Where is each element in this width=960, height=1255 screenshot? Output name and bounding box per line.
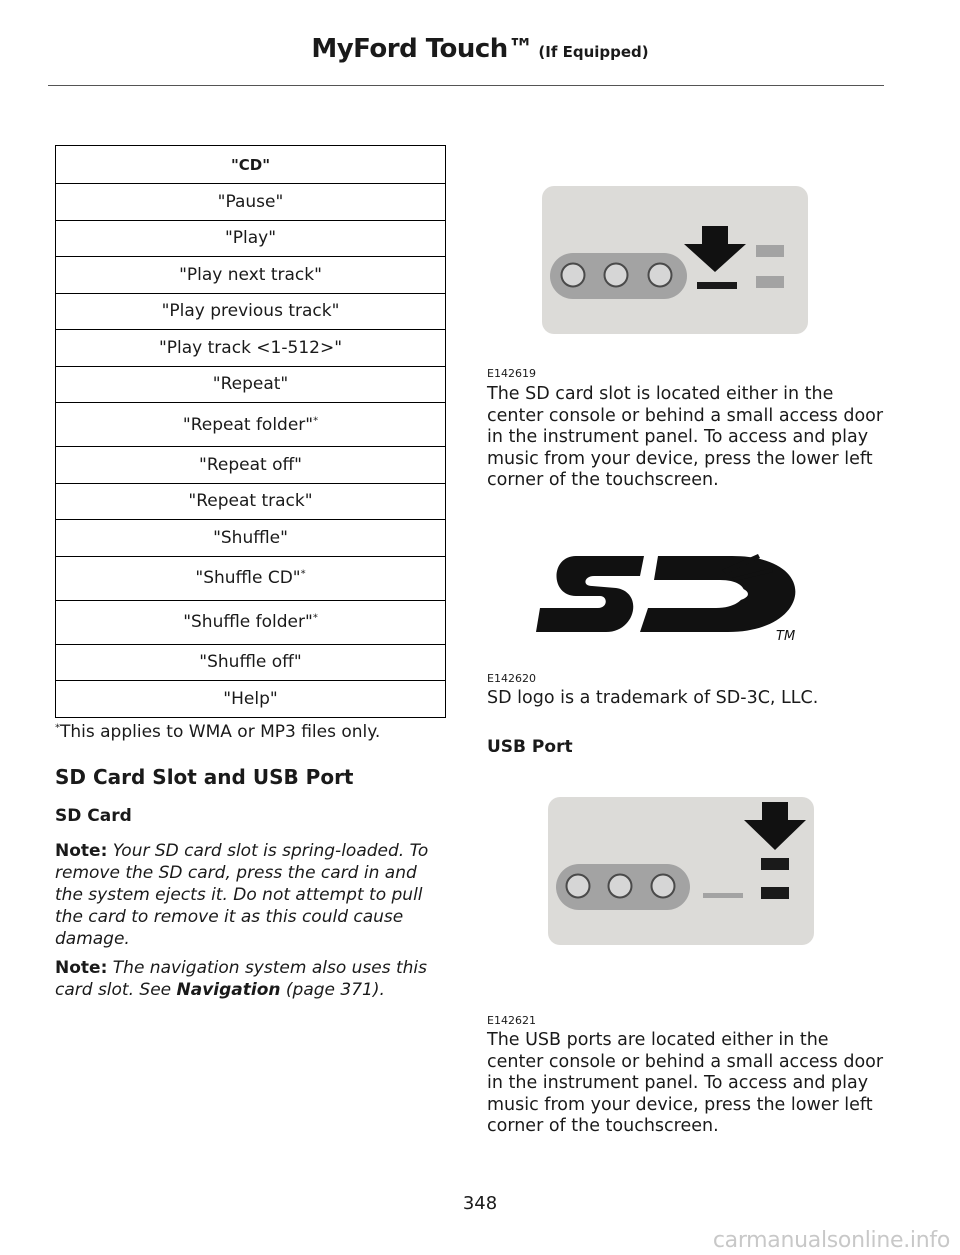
note-text-end: (page 371). bbox=[280, 980, 385, 1000]
command-text: "Shuffle off" bbox=[199, 652, 302, 673]
table-row bbox=[56, 483, 446, 520]
usb-port-heading: USB Port bbox=[487, 737, 573, 757]
figure-code: E142621 bbox=[487, 1014, 536, 1027]
command-text: "Repeat folder" bbox=[182, 414, 314, 435]
table-body bbox=[56, 184, 446, 718]
command-cell bbox=[56, 556, 446, 600]
table-row bbox=[56, 220, 446, 257]
table-row bbox=[56, 681, 446, 718]
footnote-marker: * bbox=[300, 568, 306, 580]
note-label: Note: bbox=[55, 841, 108, 861]
command-cell bbox=[56, 257, 446, 294]
command-text: "Play track <1-512>" bbox=[158, 337, 343, 358]
command-cell bbox=[56, 483, 446, 520]
trademark-symbol: TM bbox=[776, 629, 796, 644]
table-row bbox=[56, 257, 446, 294]
command-cell bbox=[56, 681, 446, 718]
command-text: "Repeat off" bbox=[199, 454, 302, 475]
footnote-text: This applies to WMA or MP3 files only. bbox=[60, 722, 381, 742]
usb-description: The USB ports are located either in the center console or behind a small access door in the instrument panel. To access and play music from your device, press the lower left corner of the touchscreen. bbox=[487, 1030, 884, 1136]
command-cell bbox=[56, 520, 446, 557]
command-text: "Play next track" bbox=[179, 264, 322, 285]
command-text: "Repeat" bbox=[212, 374, 289, 395]
table-row bbox=[56, 403, 446, 447]
sd-logo-caption: SD logo is a trademark of SD-3C, LLC. bbox=[487, 688, 819, 708]
command-cell bbox=[56, 366, 446, 403]
command-cell bbox=[56, 644, 446, 681]
command-cell bbox=[56, 184, 446, 221]
page-number: 348 bbox=[462, 1193, 498, 1214]
section-heading: SD Card Slot and USB Port bbox=[55, 765, 354, 789]
command-text: "Play previous track" bbox=[161, 301, 340, 322]
footnote-mark: * bbox=[55, 722, 60, 734]
sd-slot-description: The SD card slot is located either in the center console or behind a small access door in the instrument panel. To access and play music from your device, press the lower left corner of the touchscreen. bbox=[487, 384, 884, 490]
footnote-marker: * bbox=[312, 612, 318, 624]
note-text: The navigation system also uses this card slot. See bbox=[55, 958, 427, 1000]
command-text: "Shuffle folder" bbox=[183, 612, 313, 632]
table-row bbox=[56, 330, 446, 367]
voice-command-table bbox=[55, 145, 446, 718]
command-cell bbox=[56, 220, 446, 257]
table-row bbox=[56, 600, 446, 644]
sd-logo bbox=[536, 548, 814, 648]
watermark: carmanualsonline.info bbox=[712, 1228, 950, 1253]
command-text: "Help" bbox=[223, 688, 278, 709]
command-text: "Shuffle CD" bbox=[195, 568, 301, 588]
table-row bbox=[56, 447, 446, 484]
command-cell bbox=[56, 293, 446, 330]
command-cell bbox=[56, 330, 446, 367]
page-header bbox=[0, 34, 960, 64]
table-heading: "CD" bbox=[56, 146, 446, 184]
table-row bbox=[56, 293, 446, 330]
command-text: "Play" bbox=[224, 228, 277, 249]
header-divider bbox=[48, 85, 884, 86]
table-row bbox=[56, 184, 446, 221]
footnote bbox=[55, 722, 380, 742]
command-cell bbox=[56, 403, 446, 447]
table-row bbox=[56, 366, 446, 403]
figure-code: E142620 bbox=[487, 672, 536, 685]
note-text: Your SD card slot is spring-loaded. To remove the SD card, press the card in and the system ejects it. Do not attempt to pull the card to remove it as this could cause damage. bbox=[55, 841, 429, 949]
page-title: MyFord Touch™ bbox=[311, 34, 534, 64]
footnote-marker: * bbox=[313, 414, 319, 426]
command-cell bbox=[56, 600, 446, 644]
note-navigation bbox=[55, 957, 450, 1001]
figure-code: E142619 bbox=[487, 367, 536, 380]
table-row bbox=[56, 520, 446, 557]
command-text: "Repeat track" bbox=[188, 491, 313, 512]
command-text: "Shuffle" bbox=[213, 527, 288, 548]
sd-card-heading: SD Card bbox=[55, 806, 132, 826]
note-label: Note: bbox=[55, 958, 108, 978]
navigation-link[interactable]: Navigation bbox=[176, 980, 281, 1000]
note-spring-loaded bbox=[55, 840, 450, 950]
table-row bbox=[56, 556, 446, 600]
sd-card-slot-illustration bbox=[542, 186, 810, 336]
table-row bbox=[56, 644, 446, 681]
command-cell bbox=[56, 447, 446, 484]
usb-port-illustration bbox=[548, 797, 816, 947]
page-subtitle: (If Equipped) bbox=[538, 43, 649, 61]
command-text: "Pause" bbox=[217, 191, 284, 212]
